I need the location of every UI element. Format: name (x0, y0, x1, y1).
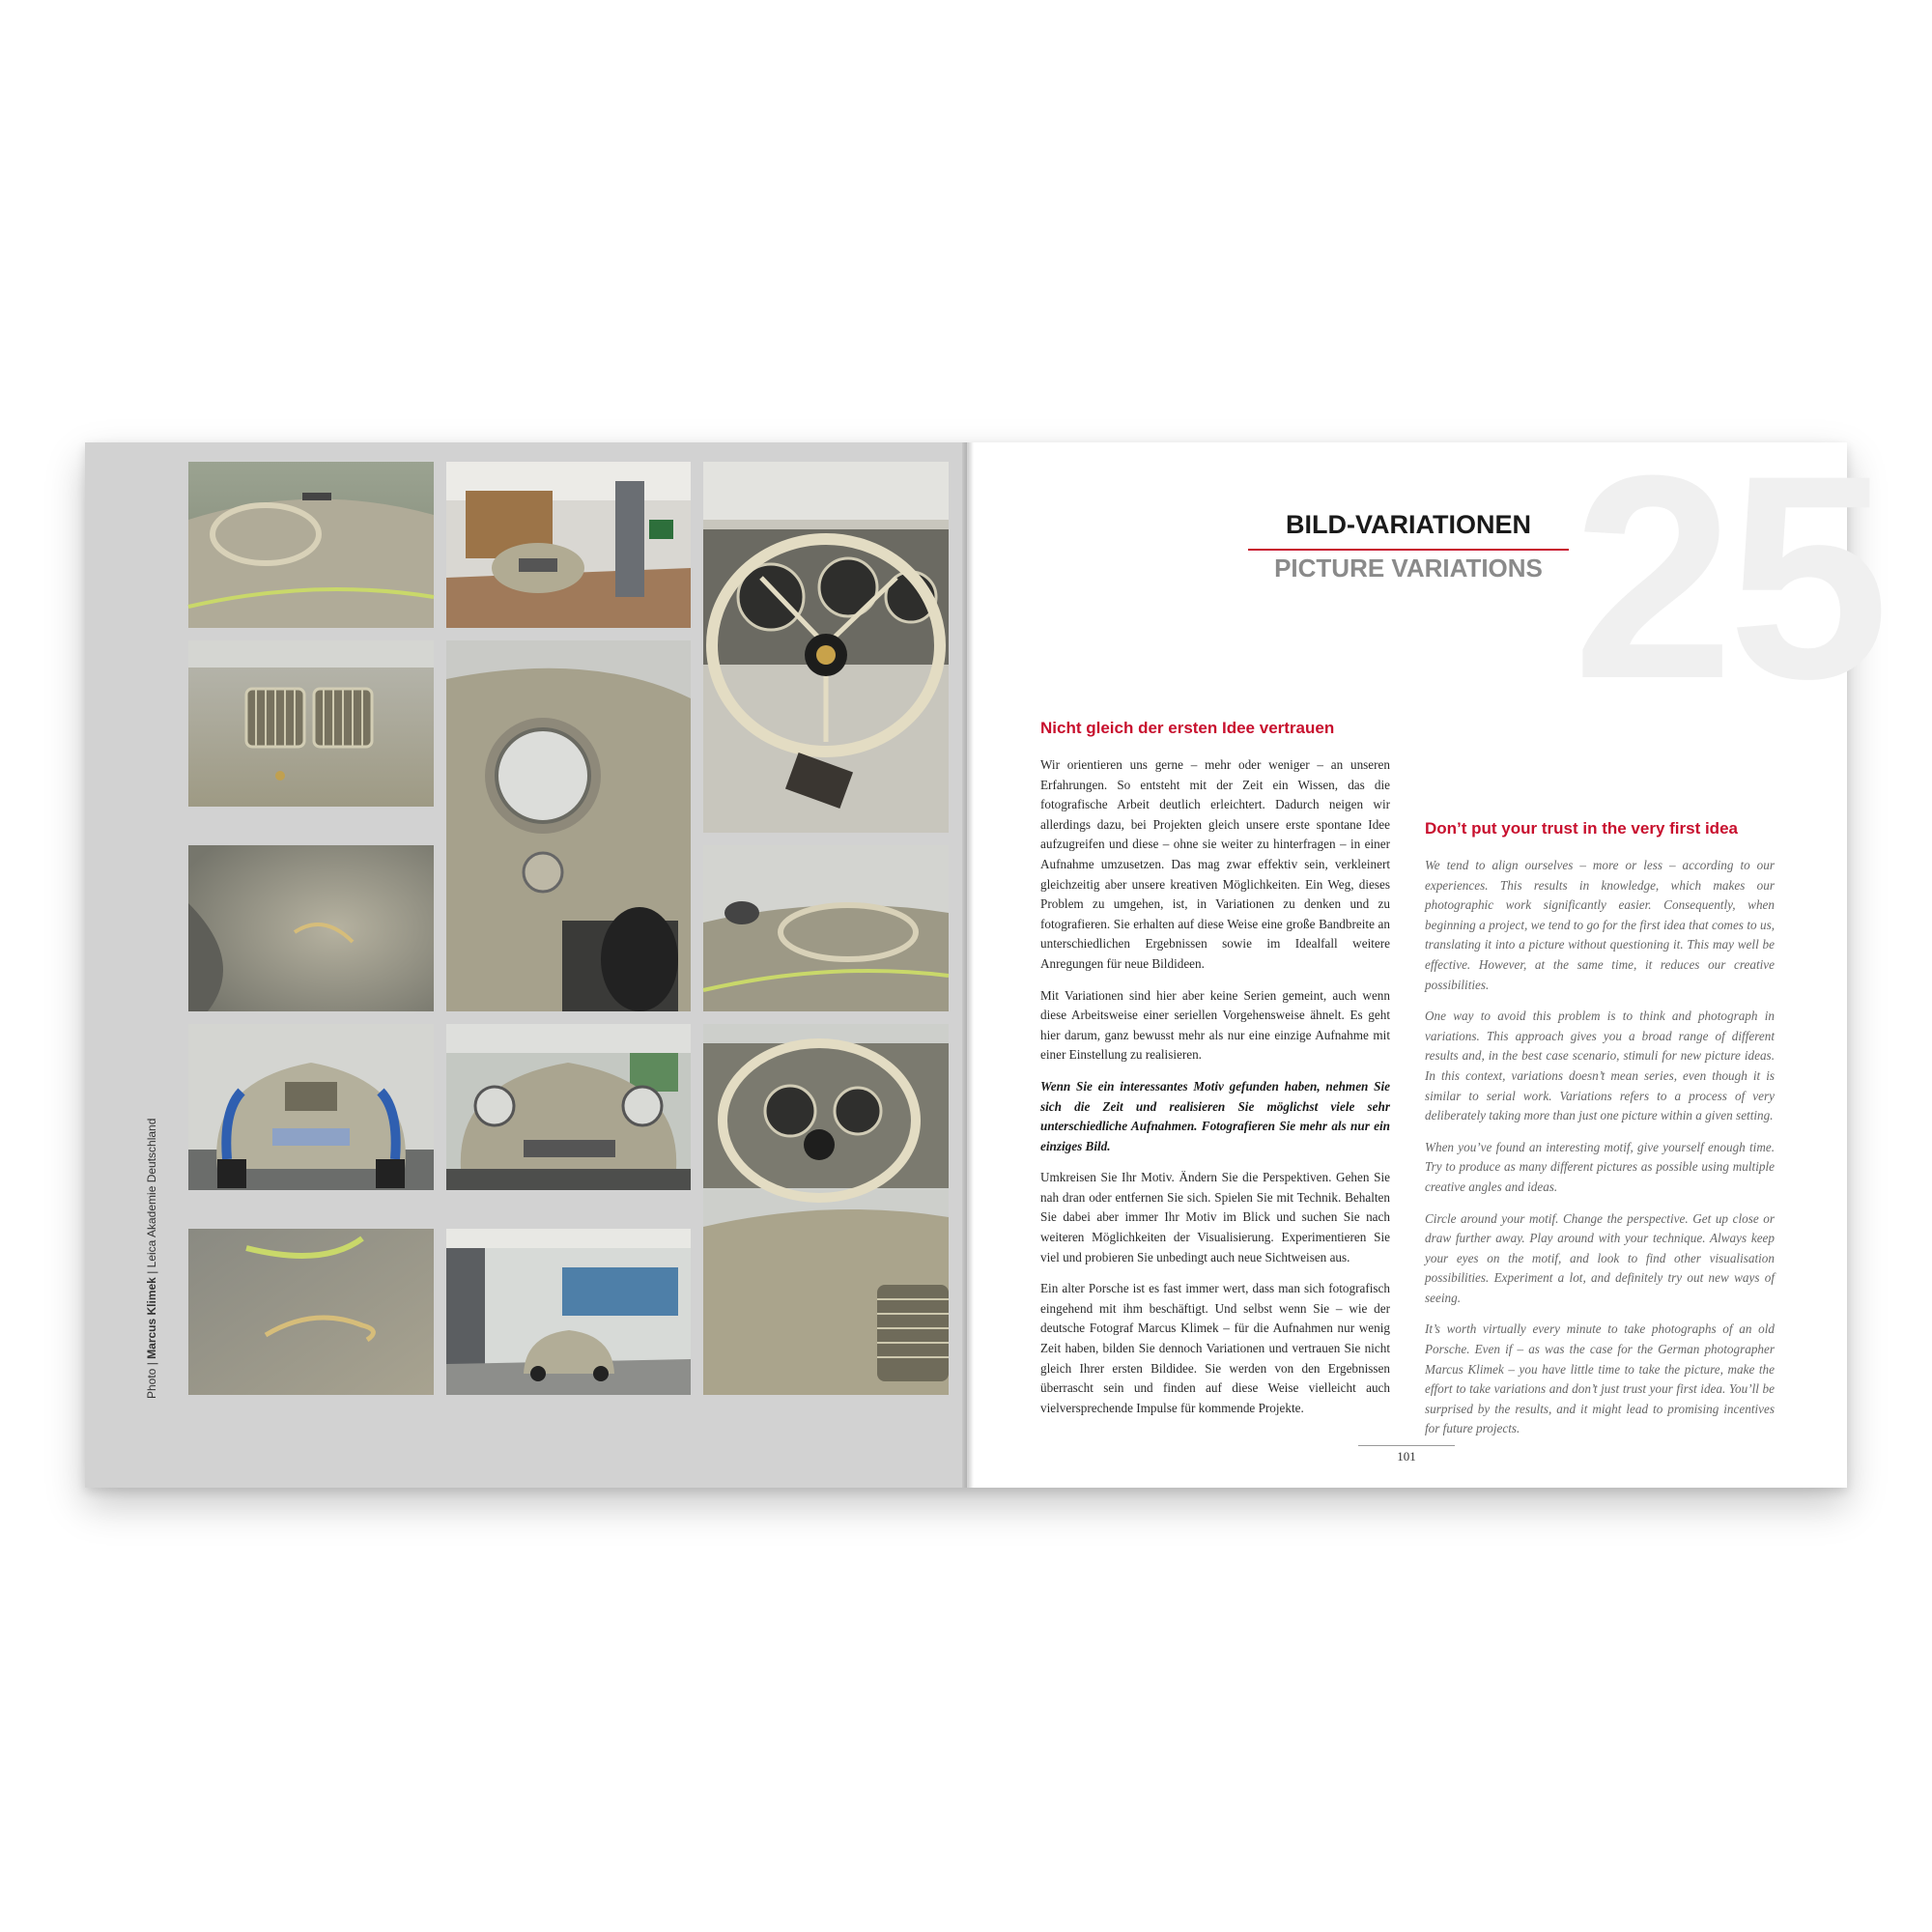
headlight-closeup-photo (446, 640, 691, 1011)
credit-suffix: | Leica Akademie Deutschland (145, 1118, 158, 1278)
english-paragraph-3: When you’ve found an interesting motif, give yourself enough time. Try to produce as many different pictures as possible using multiple creative angles and ideas. (1425, 1139, 1775, 1194)
credit-prefix: Photo | (145, 1358, 158, 1399)
cockpit-side-photo (703, 845, 949, 1011)
spyder-badge-photo (188, 845, 434, 1011)
steering-wheel-photo (703, 462, 949, 833)
dashboard-wide-photo (703, 1024, 949, 1395)
english-paragraph-4: Circle around your motif. Change the perspective. Get up close or draw further away. Play around with your technique. Always keep your eyes on the motif, and look to find other visualisation possibilities. Experiment a lot, and definitely try out new ways of seeing. (1425, 1210, 1775, 1305)
spyder-badge-close-photo (188, 1229, 434, 1395)
windscreen-rain-photo (188, 462, 434, 628)
title-divider (1248, 549, 1569, 551)
front-at-fuel-pump-photo (446, 462, 691, 628)
credit-photographer: Marcus Klimek (145, 1277, 158, 1359)
german-paragraph-1: Wir orientieren uns gerne – mehr oder weniger – an unseren Erfahrungen. So entsteht mit der Zeit ein Wissen, das die fotografische Arbeit deutlich erleichtert. Dadurch neigen wir allerdings dazu, bei Projekten gleich unsere erste spontane Idee aufzugreifen und diese – ohne sie weiter zu hinterfragen – in einer Aufnahme umzusetzen. Das mag zwar effektiv sein, verkleinert gleichzeitig aber unsere kreativen Möglichkeiten. Ein Weg, dieses Problem zu umgehen, ist, in Variationen zu denken und zu fotografieren. Sie erhalten auf diese Weise eine große Bandbreite an unterschiedlichen Ergebnissen sowie im Idealfall weitere Anregungen für neue Bildideen. (1040, 757, 1390, 971)
chapter-number: 25 (1573, 414, 1884, 739)
engine-grille-photo (188, 640, 434, 807)
english-heading: Don’t put your trust in the very first idea (1425, 819, 1738, 838)
german-paragraph-3: Wenn Sie ein interessantes Motiv gefunden haben, nehmen Sie sich die Zeit und realisieren Sie möglichst viele sehr unterschiedliche Aufnahmen. Fotografieren Sie mehr als nur ein einziges Bild. (1040, 1078, 1390, 1153)
german-paragraph-5: Ein alter Porsche ist es fast immer wert, dass man sich fotografisch eingehend mit ihm beschäftigt. Und selbst wenn Sie – wie der deutsche Fotograf Marcus Klimek – für die Aufnahmen nur wenig Zeit haben, bilden Sie dennoch Variationen und vertrauen Sie nicht gleich Ihrer ersten Bildidee. Sie werden von den Ergebnissen überrascht sein und finden auf diese Weise vielleicht auch vielversprechende Impulse für kommende Projekte. (1040, 1281, 1390, 1415)
english-column (1425, 856, 1775, 1451)
german-paragraph-2: Mit Variationen sind hier aber keine Serien gemeint, auch wenn diese Arbeitsweise einer seriellen Vorgehensweise ähnelt. Es geht hier darum, ganz bewusst mehr als nur eine einzige Aufnahme mit einer Einstellung zu realisieren. (1040, 987, 1390, 1063)
rear-view-photo (188, 1024, 434, 1190)
photo-credit (145, 1119, 158, 1399)
german-paragraph-4: Umkreisen Sie Ihr Motiv. Ändern Sie die Perspektiven. Gehen Sie nah dran oder entfernen Sie sich. Spielen Sie mit Technik. Behalten Sie dabei aber immer Ihr Motiv im Blick und suchen Sie nach weiteren Möglichkeiten der Visualisierung. Experimentieren Sie viel und probieren Sie unbedingt auch neue Sichtweisen aus. (1040, 1170, 1390, 1264)
english-paragraph-5: It’s worth virtually every minute to take photographs of an old Porsche. Even if – as was the case for the German photographer Marcus Klimek – you have little time to take the picture, make the effort to take variations and don’t just trust your first idea. You’ll be surprised by the results, and it might lead to promising incentives for future projects. (1425, 1321, 1775, 1436)
german-heading: Nicht gleich der ersten Idee vertrauen (1040, 719, 1335, 737)
page-number: 101 (1397, 1449, 1416, 1463)
page-number-rule (1358, 1445, 1455, 1446)
front-view-photo (446, 1024, 691, 1190)
title-german: BILD-VARIATIONEN (1286, 510, 1531, 539)
car-at-gas-station-photo (446, 1229, 691, 1395)
book-gutter (962, 442, 974, 1488)
german-column (1040, 755, 1390, 1430)
english-paragraph-1: We tend to align ourselves – more or less – according to our experiences. This results in knowledge, which makes our photographic work significantly easier. Consequently, when beginning a project, we tend to go for the first idea that comes to us, translating it into a picture without questioning it. This may well be effective. However, at the same time, it reduces our creative possibilities. (1425, 858, 1775, 992)
english-paragraph-2: One way to avoid this problem is to think and photograph in variations. This approach gives you a broad range of different results and, in the best case scenario, stimuli for new picture ideas. In this context, variations doesn’t mean series, even though it is similar to serial work. Variations refers to a process of very deliberately taking more than just one picture within a given setting. (1425, 1009, 1775, 1123)
title-english: PICTURE VARIATIONS (1274, 554, 1543, 582)
